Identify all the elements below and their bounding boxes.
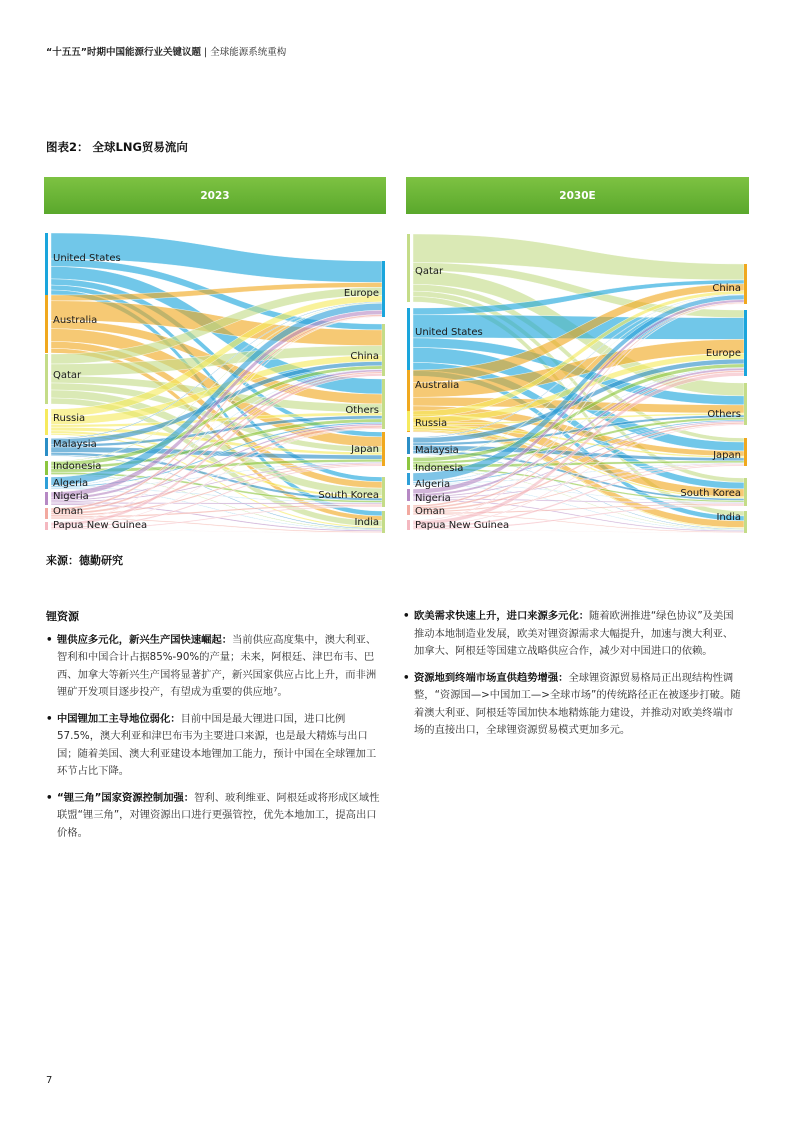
source-label: United States — [53, 253, 121, 264]
panel-banner-2023: 2023 — [44, 177, 386, 214]
bullet-item — [46, 632, 386, 702]
source-node — [45, 461, 48, 475]
bullet-text: 随着欧洲推进“绿色协议”及美国推动本地制造业发展，欧美对锂资源需求大幅提升，加速与澳大利亚、加拿大、阿根廷等国建立战略供应合作，减少对中国进口的依赖。 — [414, 610, 734, 657]
bullet-text: 目前中国是最大锂进口国，进口比例57.5%，澳大利亚和津巴布韦为主要进口来源，也是最大精炼与出口国；随着美国、澳大利亚建设本地锂加工能力，预计中国在全球锂加工环节占比下降。 — [57, 712, 377, 777]
flow-link — [413, 234, 744, 280]
target-node — [382, 379, 385, 429]
figure-source: 来源：德勤研究 — [46, 554, 123, 567]
source-label: Australia — [53, 315, 98, 326]
source-node — [407, 308, 410, 376]
target-node — [382, 511, 385, 533]
page-header — [46, 44, 286, 58]
header-subtitle: 全球能源系统重构 — [210, 47, 287, 58]
bullet-item — [403, 670, 743, 740]
target-label: Japan — [351, 444, 379, 455]
source-label: Nigeria — [53, 491, 89, 502]
target-label: South Korea — [318, 490, 379, 501]
section-title-lithium: 锂资源 — [46, 610, 79, 623]
source-node — [407, 437, 410, 454]
target-label: India — [354, 517, 379, 528]
source-node — [407, 457, 410, 470]
header-title: “十五五”时期中国能源行业关键议题 — [46, 47, 201, 58]
target-label: Japan — [713, 450, 741, 461]
source-label: Nigeria — [415, 493, 451, 504]
source-label: Russia — [53, 413, 86, 424]
left-column — [46, 608, 386, 851]
source-label: Algeria — [53, 478, 89, 489]
bullet-text: 当前供应高度集中，澳大利亚、智利和中国合计占据85%-90%的产量；未来，阿根廷、津巴布韦、巴西、加拿大等新兴生产国将显著扩产，新兴国家供应占比上升，而非洲锂矿开发项目逐步投产，有望成为重要的供应地⁷。 — [57, 633, 377, 698]
target-node — [744, 478, 747, 506]
bullet-bold: 欧美需求快速上升，进口来源多元化： — [414, 610, 590, 622]
source-node — [45, 522, 48, 530]
source-node — [45, 233, 48, 295]
target-node — [382, 261, 385, 317]
source-node — [45, 354, 48, 404]
source-node — [407, 505, 410, 515]
source-node — [407, 473, 410, 485]
target-node — [382, 477, 385, 507]
source-label: Indonesia — [415, 463, 464, 474]
bullet-item — [403, 608, 743, 661]
source-node — [407, 411, 410, 431]
source-node — [45, 508, 48, 519]
bullet-text: 智利、玻利维亚、阿根廷或将形成区域性联盟“锂三角”，对锂资源出口进行更强管控，优先本地加工，提高出口价格。 — [57, 791, 380, 839]
source-node — [407, 234, 410, 302]
target-label: Europe — [343, 288, 379, 299]
source-label: Malaysia — [53, 439, 97, 450]
target-label: Others — [345, 405, 379, 416]
sankey-2023 — [44, 228, 389, 536]
page-number: 7 — [46, 1075, 53, 1086]
right-column — [403, 608, 743, 749]
panel-banner-2030e: 2030E — [406, 177, 749, 214]
target-label: China — [712, 283, 741, 294]
source-node — [45, 492, 48, 505]
target-node — [744, 310, 747, 376]
source-label: Australia — [415, 380, 460, 391]
source-node — [45, 295, 48, 353]
target-node — [744, 511, 747, 533]
flow-links — [51, 233, 382, 533]
target-label: Europe — [705, 348, 741, 359]
source-label: Oman — [53, 506, 84, 517]
source-label: Indonesia — [53, 461, 102, 472]
bullet-item — [46, 711, 386, 781]
target-label: Others — [707, 409, 741, 420]
source-node — [45, 409, 48, 435]
source-node — [45, 438, 48, 456]
left-bullet-list — [46, 632, 386, 843]
source-node — [45, 477, 48, 489]
source-label: United States — [415, 327, 483, 338]
target-node — [744, 383, 747, 425]
bullet-bold: 锂供应多元化，新兴生产国快速崛起： — [57, 633, 233, 646]
source-label: Papua New Guinea — [415, 520, 510, 531]
source-label: Qatar — [415, 266, 444, 277]
bullet-item — [46, 790, 386, 843]
source-node — [407, 520, 410, 530]
source-label: Russia — [415, 418, 448, 429]
bullet-text: 全球锂资源贸易格局正出现结构性调整，“资源国—>中国加工—>全球市场”的传统路径正在被逐步打破。随着澳大利亚、阿根廷等国加快本地精炼能力建设，并推动对欧美终端市场的直接出口，全球锂资源贸易模式更加多元。 — [414, 671, 741, 736]
target-node — [382, 324, 385, 376]
source-label: Qatar — [53, 370, 82, 381]
figure-title: 图表2： 全球LNG贸易流向 — [46, 140, 188, 154]
right-bullet-list — [403, 608, 743, 740]
source-label: Malaysia — [415, 445, 459, 456]
sankey-2030e — [406, 228, 751, 536]
target-node — [744, 438, 747, 466]
target-label: South Korea — [680, 488, 741, 499]
source-label: Oman — [415, 506, 446, 517]
source-label: Papua New Guinea — [53, 520, 148, 531]
target-node — [382, 432, 385, 466]
source-label: Algeria — [415, 479, 451, 490]
bullet-bold: 中国锂加工主导地位弱化： — [57, 712, 181, 725]
bullet-bold: “锂三角”国家资源控制加强： — [57, 791, 195, 804]
source-node — [407, 489, 410, 501]
target-label: China — [350, 351, 379, 362]
bullet-bold: 资源地到终端市场直供趋势增强： — [414, 671, 569, 684]
target-label: India — [716, 512, 741, 523]
target-node — [744, 264, 747, 304]
header-separator: | — [201, 47, 211, 58]
